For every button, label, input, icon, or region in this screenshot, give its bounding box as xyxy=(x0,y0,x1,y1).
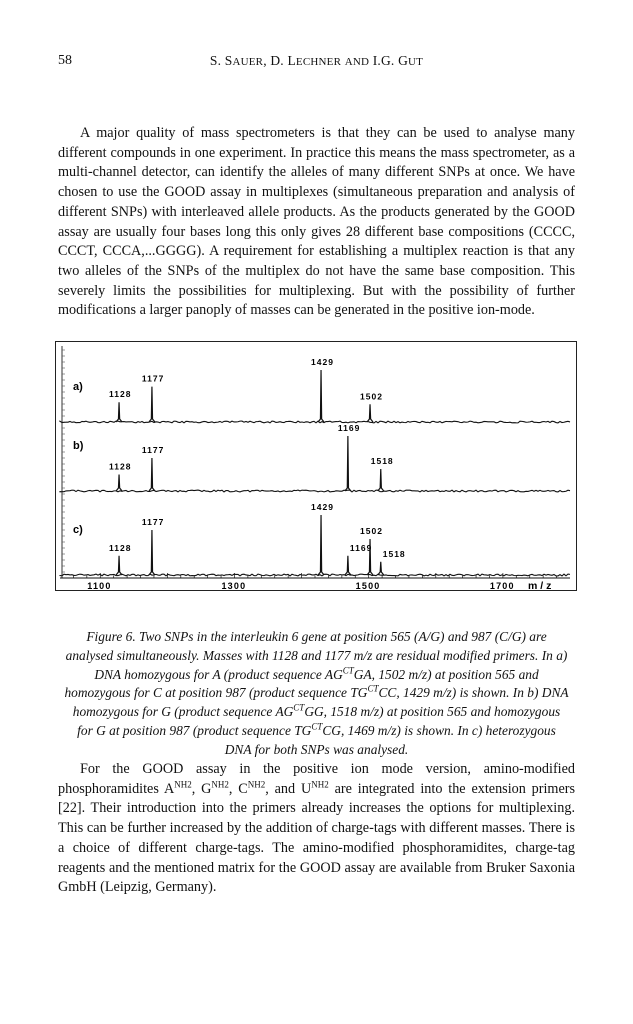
spectrum-b-peak-1128 xyxy=(116,475,122,492)
panel-label-a: a) xyxy=(73,381,83,393)
peak-label-b-1169: 1169 xyxy=(337,423,361,433)
peak-label-a-1177: 1177 xyxy=(141,373,165,384)
peak-label-b-1177: 1177 xyxy=(141,445,165,455)
spectrum-c-peak-1169 xyxy=(345,556,351,575)
spectrum-c-peak-1177 xyxy=(149,530,155,575)
panel-label-c: c) xyxy=(73,524,83,536)
author-2-rest: ECHNER xyxy=(295,56,342,68)
peak-label-b-1518: 1518 xyxy=(370,456,394,466)
x-tick-label-1300: 1300 xyxy=(221,581,247,591)
caption-sup-3: CT xyxy=(293,702,305,713)
x-axis-label: m / z xyxy=(528,580,552,592)
caption-sup-2: CT xyxy=(367,683,379,694)
spectrum-c-peak-1128 xyxy=(116,556,122,575)
peak-label-c-1128: 1128 xyxy=(109,542,132,553)
spectrum-c-peak-1518 xyxy=(378,562,384,575)
spectrum-b-peak-1169 xyxy=(345,436,351,491)
peak-label-b-1128: 1128 xyxy=(109,461,132,472)
body-paragraph-2 xyxy=(58,760,575,898)
peak-label-c-1518: 1518 xyxy=(382,548,406,559)
para2-text-4: , and U xyxy=(265,780,312,797)
author-2-initial: D. L xyxy=(270,53,296,68)
spectrum-b-peak-1518 xyxy=(378,469,384,491)
peak-label-c-1429: 1429 xyxy=(311,502,334,512)
caption-sup-1: CT xyxy=(342,665,354,676)
running-head: S. SAUER, D. LECHNER AND I.G. GUT xyxy=(209,53,424,68)
para2-text-5: are integrated into the extension primers [22]. Their introduction into the primers already increases the options for multiplexing. This can be further increased by the addition of charge-tags with different masses. There is a choice of different charge-tags. The amino-modified phosphoramidites, charge-tag reagents and the mentioned matrix for the GOOD assay are available from Bruker Saxonia GmbH (Leipzig, Germany). xyxy=(58,780,576,896)
peak-label-a-1502: 1502 xyxy=(360,391,383,402)
peak-label-a-1128: 1128 xyxy=(109,389,132,400)
spectrum-b-peak-1177 xyxy=(149,458,155,491)
x-tick-label-1100: 1100 xyxy=(87,581,112,591)
body-paragraph-1: A major quality of mass spectrometers is that they can be used to analyse many different compounds in one experiment. In practice this means the mass spectrometer, as a multi-channel detector, can identify the alleles of many different SNPs at once. We have chosen to use the GOOD assay in multiplexes (simultaneous preparation and analysis of different SNPs) with interleaved allele products. As the products generated by the GOOD assay are usually four bases long this only gives 28 different base compositions (CCCC, CCCT, CCCA,...GGGG). A requirement for establishing a multiplex reaction is that any two alleles of the SNPs of the multiplex do not have the same base composition. This severely limits the possibilities for multiplexing. But with the possibility of further modifications a larger panoply of masses can be generated in the positive ion-mode. xyxy=(58,125,575,319)
spectrum-b-baseline xyxy=(60,490,570,492)
sup-a-nh2: NH2 xyxy=(174,778,192,789)
caption-text-2: GA, 1502 m/z) at position 565 and homozygous for C at position 987 (product sequence TG xyxy=(64,666,539,701)
caption-text-1: Figure 6. Two SNPs in the interleukin 6 gene at position 565 (A/G) and 987 (C/G) are analysed simultaneously. Masses with 1128 and 1177 m/z are residual modified primers. In a) DNA homozygous for A (product sequence AG xyxy=(65,629,568,682)
peak-label-c-1177: 1177 xyxy=(141,517,165,527)
peak-label-c-1502: 1502 xyxy=(360,526,383,536)
caption-text-5: CG, 1469 m/z) is shown. In c) heterozygous DNA for both SNPs was analysed. xyxy=(224,722,556,757)
panel-label-b: b) xyxy=(73,440,84,452)
figure-6-spectra xyxy=(55,341,577,591)
author-and: AND xyxy=(344,56,370,68)
caption-sup-4: CT xyxy=(311,721,323,732)
mass-spectrum-chart xyxy=(56,342,578,592)
spectrum-a-peak-1502 xyxy=(367,404,373,422)
x-tick-label-1500: 1500 xyxy=(355,581,381,591)
spectrum-a-peak-1177 xyxy=(149,387,155,422)
caption-text-3: CC, 1429 m/z) is shown. In b) DNA homozygous for G (product sequence AG xyxy=(72,685,569,720)
author-3-rest: UT xyxy=(408,56,424,68)
para2-text-3: , C xyxy=(228,780,248,797)
spectrum-c-peak-1429 xyxy=(318,515,324,575)
page-number: 58 xyxy=(58,53,72,68)
figure-caption xyxy=(64,628,569,760)
para2-text-2: , G xyxy=(191,780,212,797)
x-tick-label-1700: 1700 xyxy=(489,581,515,591)
peak-label-c-1169: 1169 xyxy=(349,542,373,553)
sup-g-nh2: NH2 xyxy=(211,778,229,789)
spectrum-a-peak-1128 xyxy=(116,402,122,422)
author-1-rest: AUER xyxy=(232,56,264,68)
spectrum-a-baseline xyxy=(60,421,570,423)
peak-label-a-1429: 1429 xyxy=(311,357,334,367)
sup-u-nh2: NH2 xyxy=(311,778,329,789)
caption-text-4: GG, 1518 m/z) at position 565 and homozygous for G at position 987 (product sequence TG xyxy=(77,704,561,738)
author-1-initial: S. S xyxy=(209,53,233,68)
author-3-initial: I.G. G xyxy=(372,53,409,68)
para2-text-1: For the GOOD assay in the positive ion mode version, amino-modified phosphoramidites A xyxy=(58,761,575,797)
spectrum-a-peak-1429 xyxy=(318,370,324,422)
sup-c-nh2: NH2 xyxy=(247,778,266,789)
